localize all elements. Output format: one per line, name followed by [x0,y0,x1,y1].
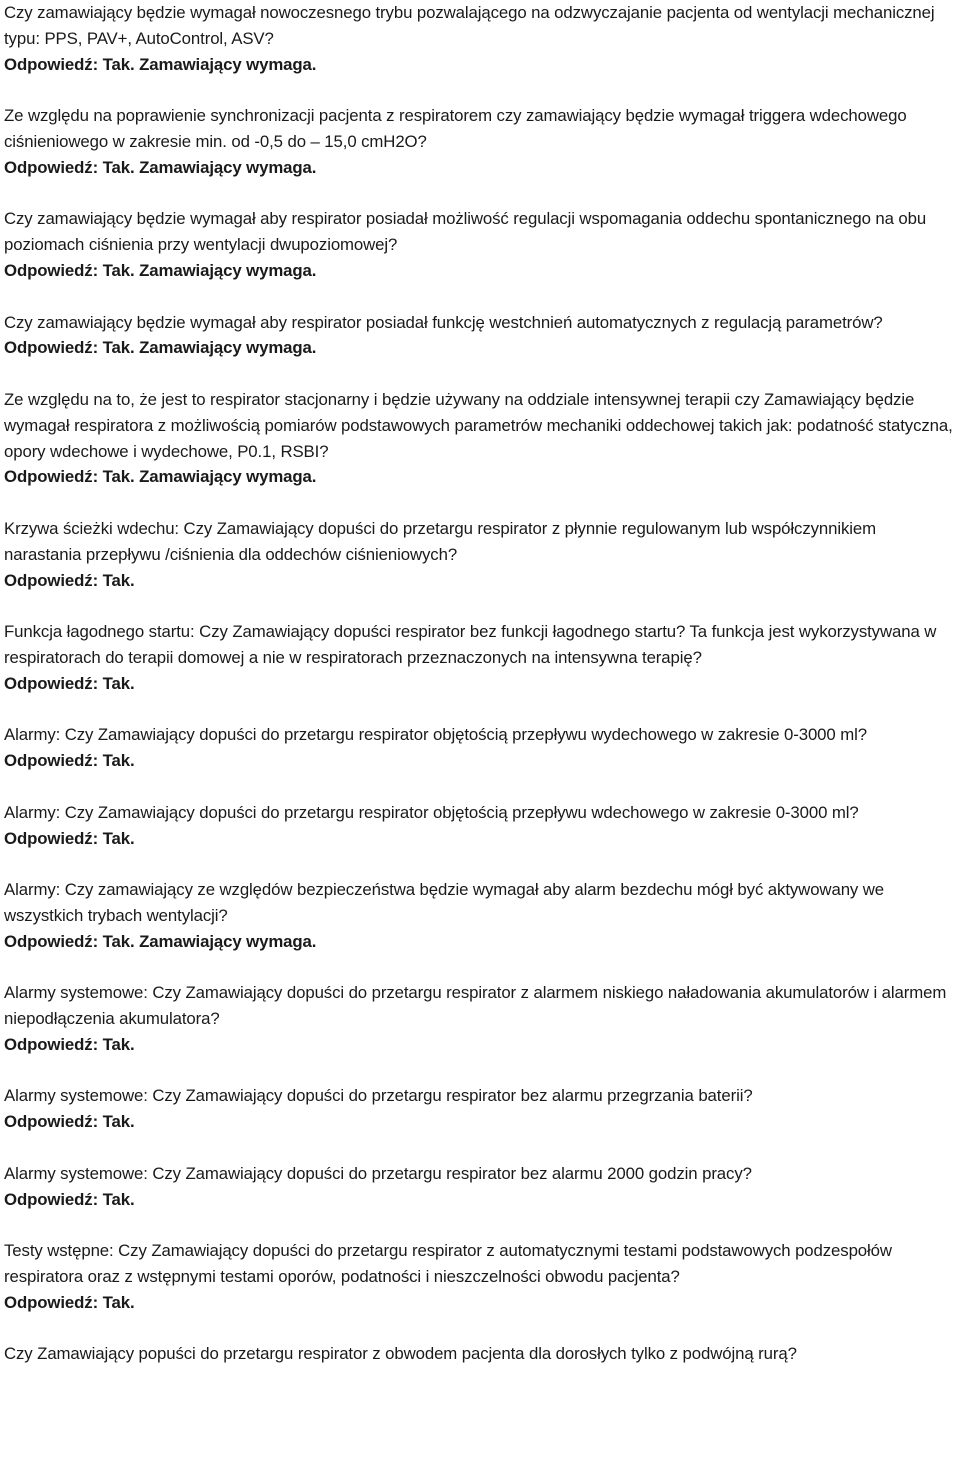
qa-item-11 [4,980,956,1057]
qa-item-7 [4,619,956,696]
question-text: Alarmy: Czy Zamawiający dopuści do przetargu respirator objętością przepływu wydechowego w zakresie 0-3000 ml? [4,725,867,745]
answer-text: Odpowiedź: Tak. [4,751,135,771]
question-text: Czy zamawiający będzie wymagał aby respirator posiadał funkcję westchnień automatycznych z regulacją parametrów? [4,312,883,332]
qa-item-6 [4,516,956,593]
qa-item-5 [4,387,956,490]
answer-text: Odpowiedź: Tak. Zamawiający wymaga. [4,54,317,74]
question-text: Krzywa ścieżki wdechu: Czy Zamawiający dopuści do przetargu respirator z płynnie regulowanym lub współczynnikiem narastania przepływu /ciśnienia dla oddechów ciśnieniowych? [4,518,877,564]
answer-text: Odpowiedź: Tak. Zamawiający wymaga. [4,467,317,487]
question-text: Testy wstępne: Czy Zamawiający dopuści do przetargu respirator z automatycznymi testami podstawowych podzespołów respiratora oraz z wstępnymi testami oporów, podatności i nieszczelności obwodu pacjenta? [4,1241,892,1287]
qa-item-14 [4,1238,956,1315]
qa-item-12 [4,1083,956,1135]
qa-item-13 [4,1161,956,1213]
qa-item-9 [4,800,956,852]
question-text: Funkcja łagodnego startu: Czy Zamawiający dopuści respirator bez funkcji łagodnego startu? Ta funkcja jest wykorzystywana w respiratorach do terapii domowej a nie w respiratorach przeznaczonych na intensywna terapię? [4,622,937,667]
question-text: Alarmy systemowe: Czy Zamawiający dopuści do przetargu respirator z alarmem niskiego naładowania akumulatorów i alarmem niepodłączenia akumulatora? [4,983,947,1029]
question-text: Ze względu na to, że jest to respirator stacjonarny i będzie używany na oddziale intensywnej terapii czy Zamawiający będzie wymagał respiratora z możliwością pomiarów podstawowych parametrów mechaniki oddechowej takich jak: podatność statyczna, opory wdechowe i wydechowe, P0.1, RSBI? [4,389,953,461]
answer-text: Odpowiedź: Tak. [4,1034,135,1054]
qa-item-15 [4,1341,956,1367]
answer-text: Odpowiedź: Tak. Zamawiający wymaga. [4,157,317,177]
qa-item-2 [4,103,956,180]
answer-text: Odpowiedź: Tak. [4,570,135,590]
answer-text: Odpowiedź: Tak. Zamawiający wymaga. [4,260,317,280]
question-text: Czy zamawiający będzie wymagał nowoczesnego trybu pozwalającego na odzwyczajanie pacjenta od wentylacji mechanicznej typu: PPS, PAV+, AutoControl, ASV? [4,3,935,48]
answer-text: Odpowiedź: Tak. [4,1189,135,1209]
question-text: Czy Zamawiający popuści do przetargu respirator z obwodem pacjenta dla dorosłych tylko z podwójną rurą? [4,1344,797,1364]
question-text: Alarmy systemowe: Czy Zamawiający dopuści do przetargu respirator bez alarmu przegrzania baterii? [4,1086,753,1106]
qa-item-4 [4,310,956,362]
answer-text: Odpowiedź: Tak. [4,828,135,848]
qa-item-1 [4,0,956,77]
question-text: Czy zamawiający będzie wymagał aby respirator posiadał możliwość regulacji wspomagania oddechu spontanicznego na obu poziomach ciśnienia przy wentylacji dwupoziomowej? [4,209,927,255]
question-text: Alarmy: Czy Zamawiający dopuści do przetargu respirator objętością przepływu wdechowego w zakresie 0-3000 ml? [4,802,859,822]
qa-item-10 [4,877,956,954]
question-text: Ze względu na poprawienie synchronizacji pacjenta z respiratorem czy zamawiający będzie wymagał triggera wdechowego ciśnieniowego w zakresie min. od -0,5 do – 15,0 cmH2O? [4,106,907,151]
question-text: Alarmy: Czy zamawiający ze względów bezpieczeństwa będzie wymagał aby alarm bezdechu mógł być aktywowany we wszystkich trybach wentylacji? [4,880,885,925]
question-text: Alarmy systemowe: Czy Zamawiający dopuści do przetargu respirator bez alarmu 2000 godzin pracy? [4,1163,752,1183]
answer-text: Odpowiedź: Tak. Zamawiający wymaga. [4,931,317,951]
answer-text: Odpowiedź: Tak. [4,1292,135,1312]
qa-item-8 [4,722,956,774]
answer-text: Odpowiedź: Tak. [4,673,135,693]
answer-text: Odpowiedź: Tak. [4,1112,135,1132]
answer-text: Odpowiedź: Tak. Zamawiający wymaga. [4,338,317,358]
qa-item-3 [4,206,956,283]
